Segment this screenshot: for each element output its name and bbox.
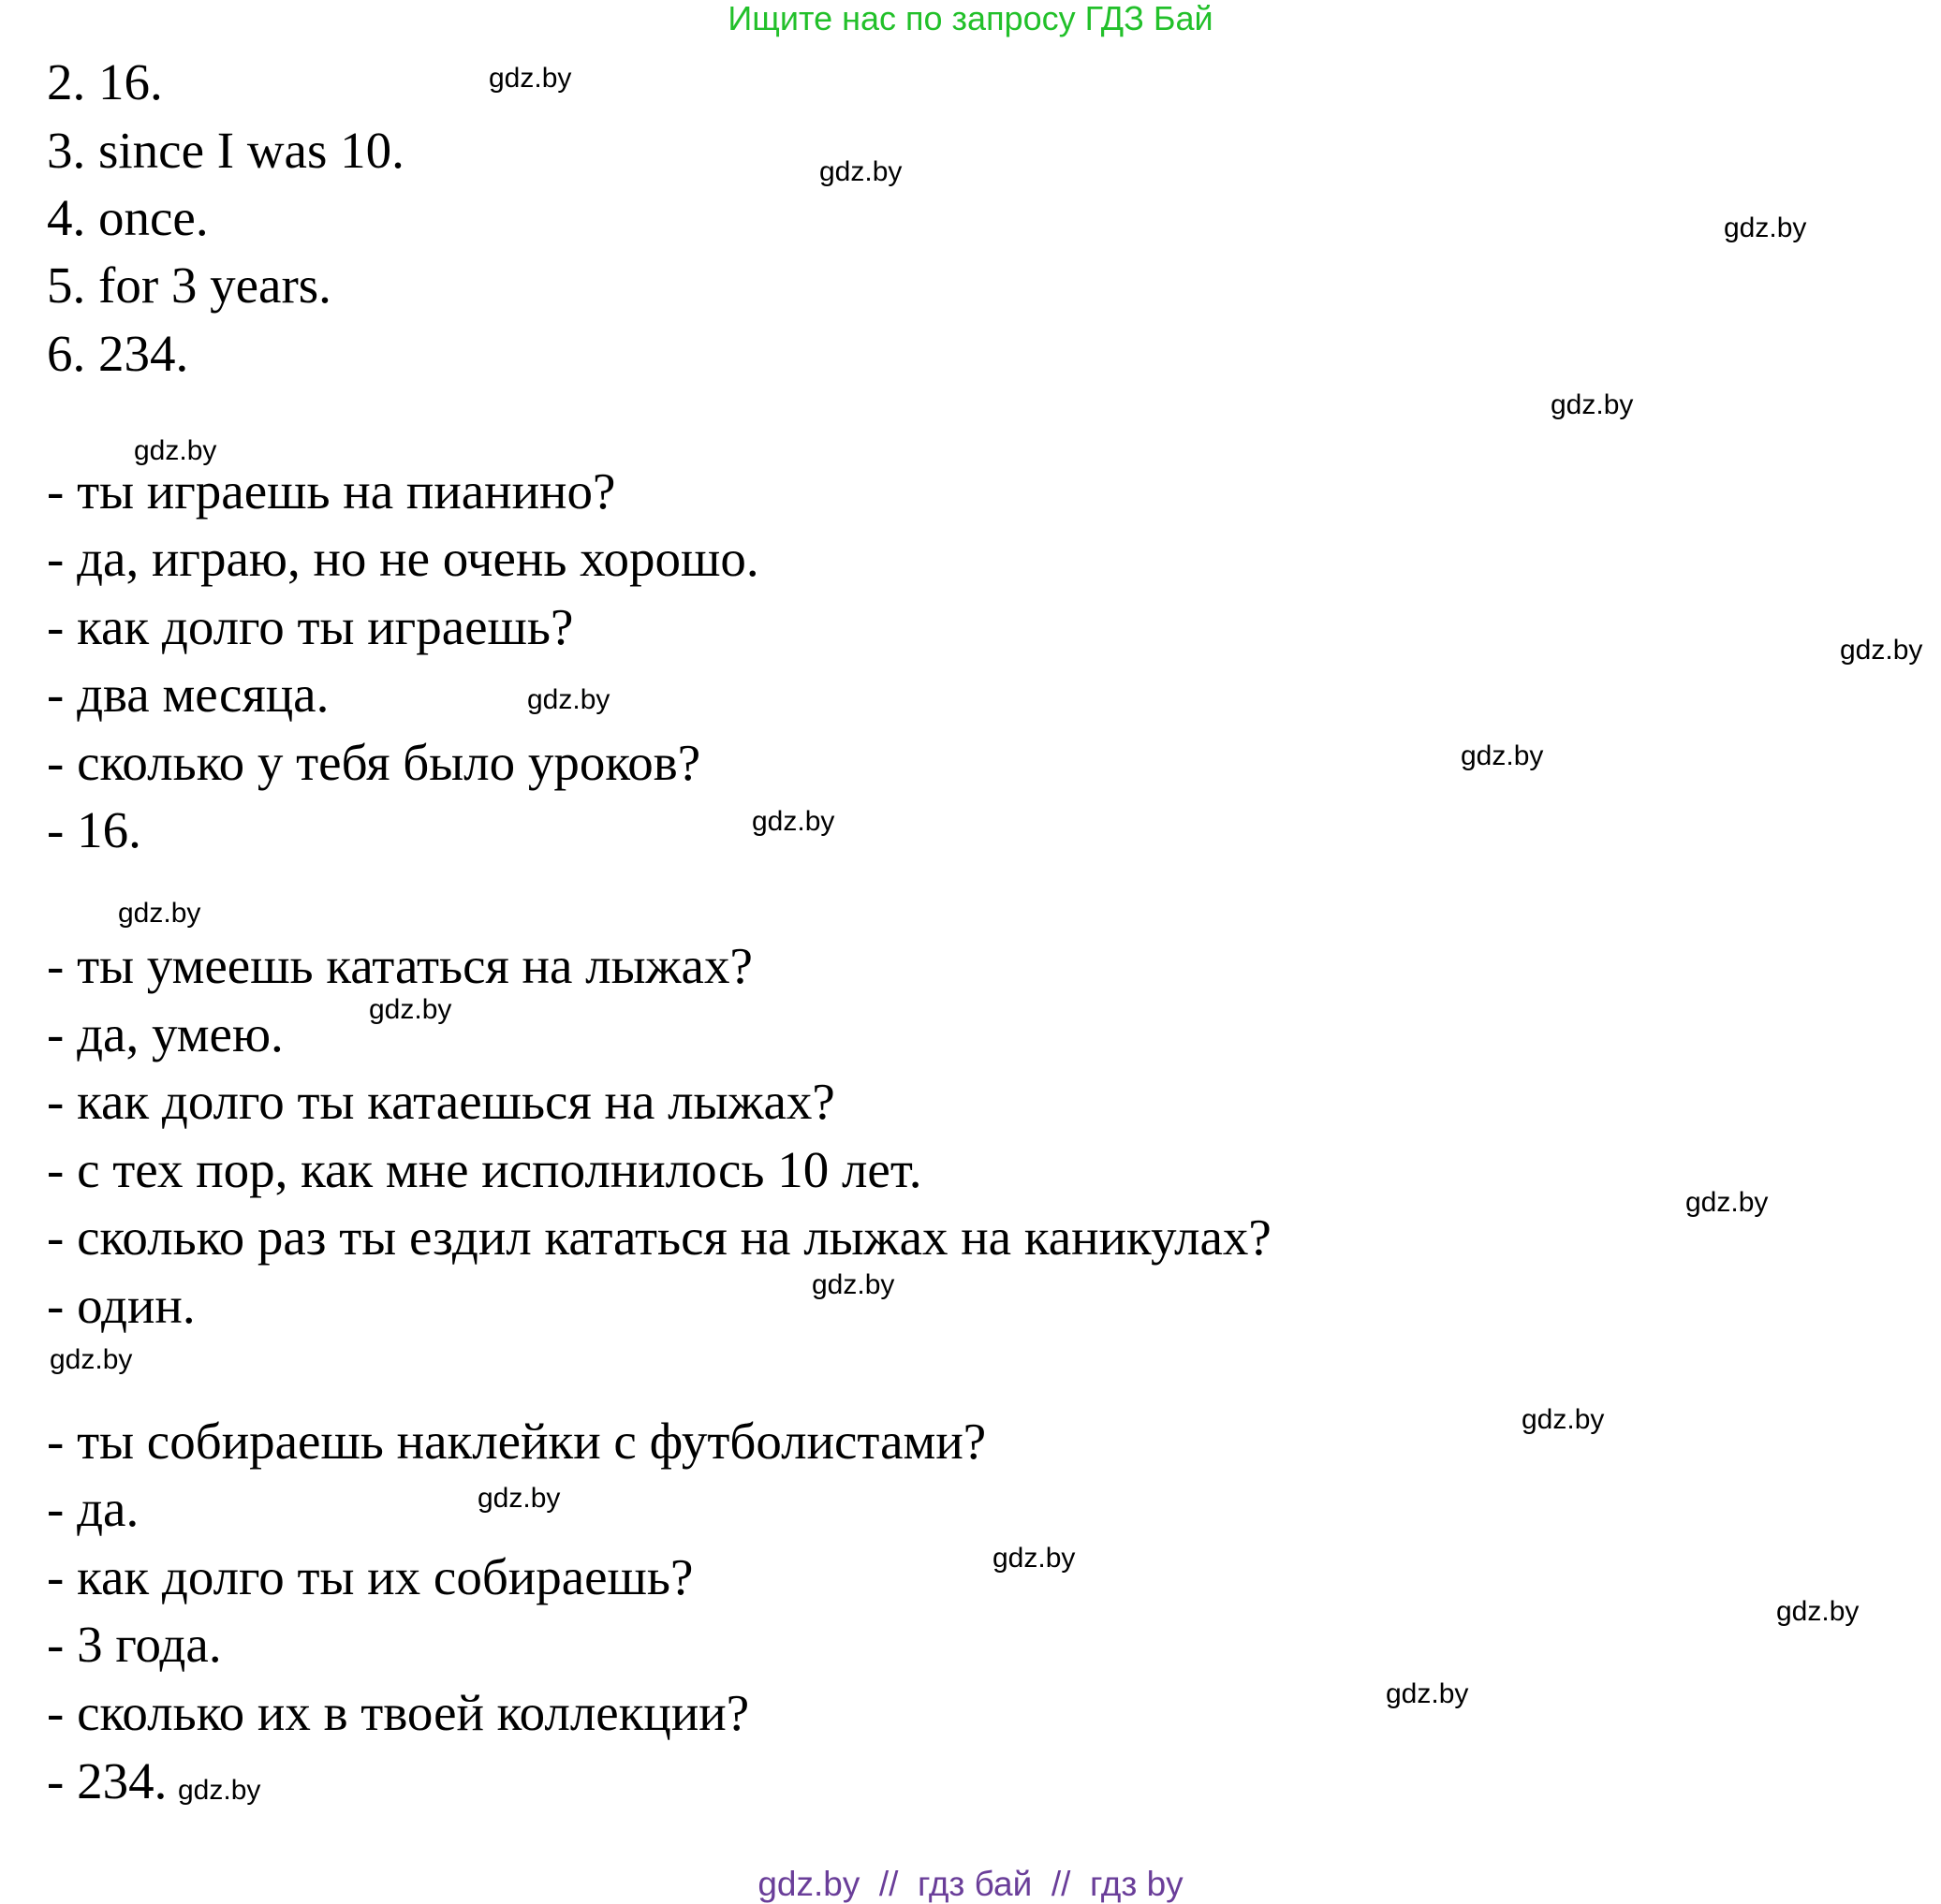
dialogue-line: - ты собираешь наклейки с футболистами? <box>47 1413 987 1470</box>
dialogue-line: - один. <box>47 1277 196 1334</box>
watermark: gdz.by <box>1386 1678 1469 1709</box>
dialogue-line: - ты умеешь кататься на лыжах? <box>47 937 753 994</box>
watermark: gdz.by <box>1724 212 1807 243</box>
dialogue-line: - как долго ты играешь? <box>47 598 574 655</box>
answer-line: 5. for 3 years. <box>47 256 331 314</box>
watermark: gdz.by <box>478 1483 561 1514</box>
dialogue-line: - с тех пор, как мне исполнилось 10 лет. <box>47 1141 922 1198</box>
dialogue-line: - сколько у тебя было уроков? <box>47 734 701 791</box>
watermark: gdz.by <box>50 1344 133 1375</box>
watermark: gdz.by <box>134 435 217 466</box>
watermark: gdz.by <box>1685 1187 1769 1218</box>
watermark: gdz.by <box>369 994 452 1025</box>
watermark: gdz.by <box>489 63 572 94</box>
dialogue-line: - сколько их в твоей коллекции? <box>47 1684 750 1741</box>
answer-line: 3. since I was 10. <box>47 122 404 179</box>
dialogue-line: - 3 года. <box>47 1616 222 1673</box>
dialogue-line: - как долго ты катаешься на лыжах? <box>47 1073 835 1130</box>
dialogue-line: - как долго ты их собираешь? <box>47 1548 694 1605</box>
dialogue-line: - да, умею. <box>47 1005 284 1062</box>
watermark: gdz.by <box>1522 1404 1605 1435</box>
watermark: gdz.by <box>819 156 903 187</box>
dialogue-line: - два месяца. <box>47 666 330 723</box>
dialogue-line: - 16. <box>47 801 141 858</box>
watermark: gdz.by <box>1776 1596 1860 1627</box>
watermark: gdz.by <box>1551 389 1634 420</box>
answer-line: 2. 16. <box>47 53 163 110</box>
dialogue-line: - да. <box>47 1480 140 1537</box>
dialogue-line: - да, играю, но не очень хорошо. <box>47 530 759 587</box>
watermark: gdz.by <box>1840 635 1923 666</box>
watermark: gdz.by <box>527 684 610 715</box>
dialogue-line: - сколько раз ты ездил кататься на лыжах на каникулах? <box>47 1208 1272 1266</box>
header-banner: Ищите нас по запросу ГДЗ Бай <box>728 0 1213 37</box>
answer-line: 6. 234. <box>47 325 189 382</box>
watermark: gdz.by <box>118 898 201 929</box>
watermark: gdz.by <box>993 1543 1076 1574</box>
watermark: gdz.by <box>1461 740 1544 771</box>
watermark: gdz.by <box>178 1775 261 1806</box>
watermark: gdz.by <box>752 806 835 837</box>
footer-links: gdz.by // гдз бай // гдз by <box>757 1865 1184 1903</box>
dialogue-line: - ты играешь на пианино? <box>47 462 616 520</box>
answer-line: 4. once. <box>47 189 209 246</box>
dialogue-line: - 234. <box>47 1752 168 1809</box>
watermark: gdz.by <box>812 1269 895 1300</box>
